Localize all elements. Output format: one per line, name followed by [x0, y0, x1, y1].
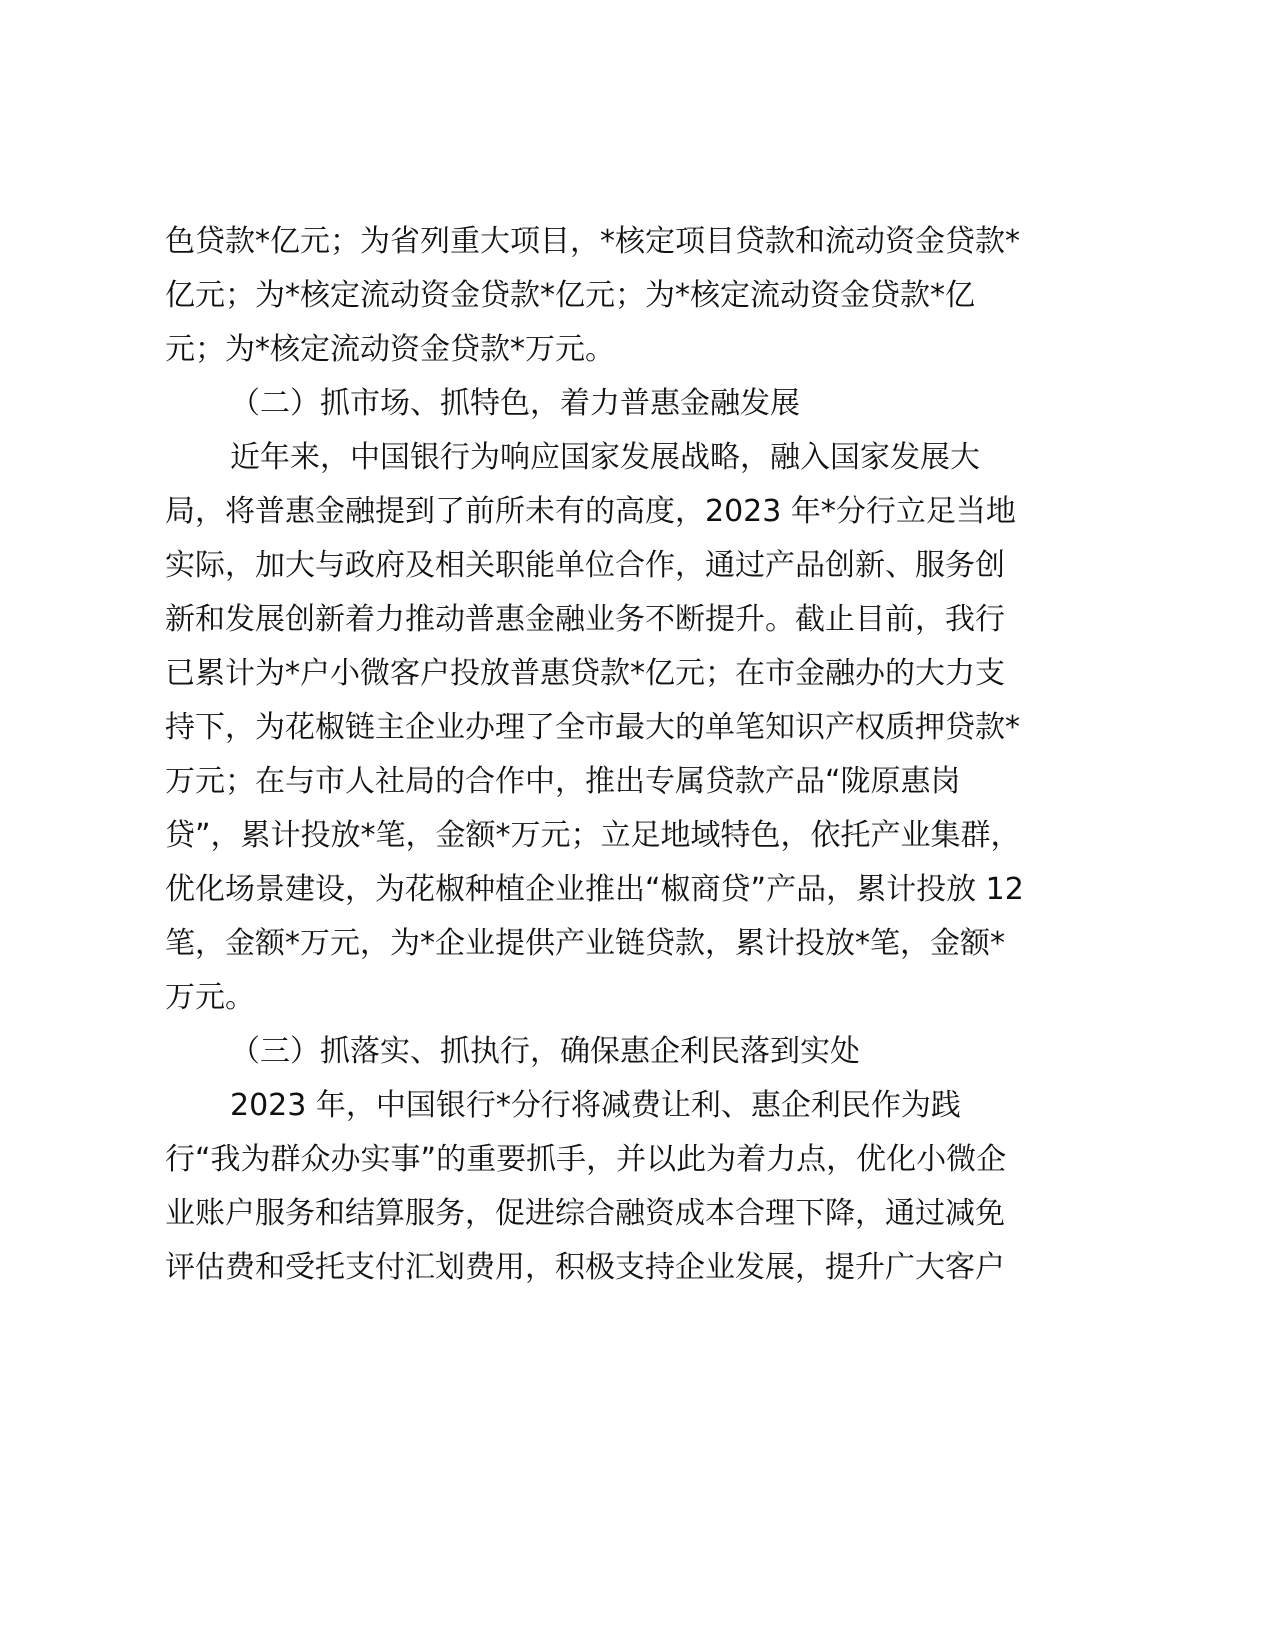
- body-text-line: 业账户服务和结算服务，促进综合融资成本合理下降，通过减免: [165, 1196, 1005, 1231]
- body-text-line: 评估费和受托支付汇划费用，积极支持企业发展，提升广大客户: [165, 1250, 1005, 1285]
- body-text-line: 亿元；为*核定流动资金贷款*亿元；为*核定流动资金贷款*亿: [165, 278, 975, 313]
- body-text-line: 笔，金额*万元，为*企业提供产业链贷款，累计投放*笔，金额*: [165, 926, 1005, 961]
- body-text-line: 局，将普惠金融提到了前所未有的高度，2023 年*分行立足当地: [165, 494, 1016, 529]
- body-text-line: 实际，加大与政府及相关职能单位合作，通过产品创新、服务创: [165, 548, 1005, 583]
- body-text-line: 万元；在与市人社局的合作中，推出专属贷款产品“陇原惠岗: [165, 764, 961, 799]
- body-text-line: 万元。: [165, 980, 255, 1015]
- body-text-line: 行“我为群众办实事”的重要抓手，并以此为着力点，优化小微企: [165, 1142, 1007, 1177]
- body-text-line: 贷”，累计投放*笔，金额*万元；立足地域特色，依托产业集群，: [165, 818, 1021, 853]
- body-text-line: 元；为*核定流动资金贷款*万元。: [165, 332, 615, 367]
- body-text-line: 优化场景建设，为花椒种植企业推出“椒商贷”产品，累计投放 12: [165, 872, 1024, 907]
- body-text-line: 已累计为*户小微客户投放普惠贷款*亿元；在市金融办的大力支: [165, 656, 1005, 691]
- body-text-line: 新和发展创新着力推动普惠金融业务不断提升。截止目前，我行: [165, 602, 1005, 637]
- section-heading: （三）抓落实、抓执行，确保惠企利民落到实处: [230, 1034, 860, 1069]
- body-text-line: 色贷款*亿元；为省列重大项目，*核定项目贷款和流动资金贷款*: [165, 224, 1020, 259]
- body-text-line: 持下，为花椒链主企业办理了全市最大的单笔知识产权质押贷款*: [165, 710, 1020, 745]
- section-heading: （二）抓市场、抓特色，着力普惠金融发展: [230, 386, 800, 421]
- body-text-line: 2023 年，中国银行*分行将减费让利、惠企利民作为践: [230, 1088, 961, 1123]
- body-text-line: 近年来，中国银行为响应国家发展战略，融入国家发展大: [230, 440, 980, 475]
